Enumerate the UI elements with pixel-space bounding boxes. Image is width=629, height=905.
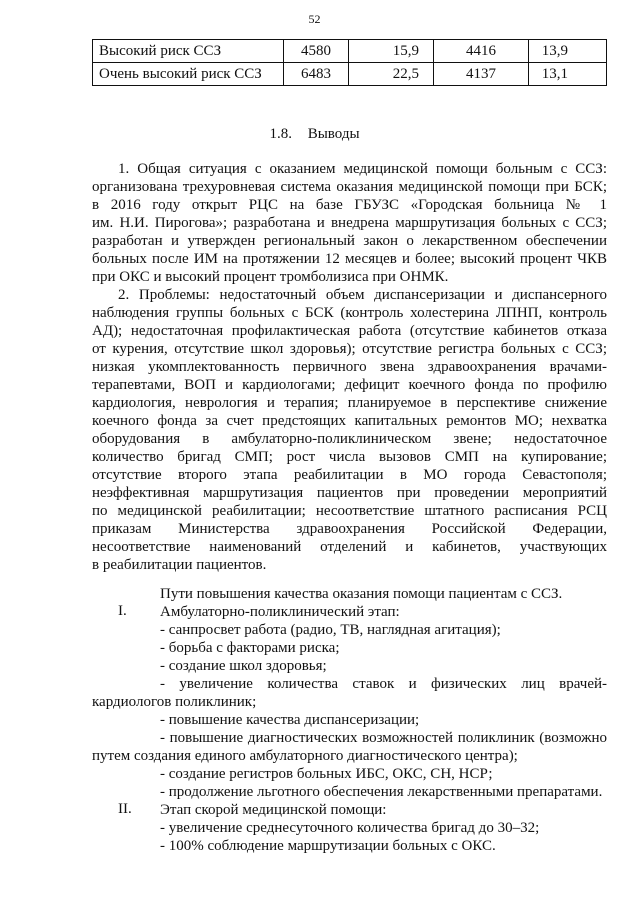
list-item: - продолжение льготного обеспечения лекарственными препаратами. xyxy=(160,784,603,800)
stage-1-title: Амбулаторно-поликлинический этап: xyxy=(160,604,400,620)
list-item: - увеличение среднесуточного количества бригад до 30–32; xyxy=(160,820,540,836)
list-item: - 100% соблюдение маршрутизации больных с ОКС. xyxy=(160,838,496,854)
list-item: путем создания единого амбулаторного диагностического центра); xyxy=(92,748,518,764)
table-cell: 4580 xyxy=(284,40,349,63)
statistics-table xyxy=(92,39,607,86)
table-cell: 15,9 xyxy=(349,40,434,63)
section-heading xyxy=(0,126,629,143)
paragraph-2-line: терапевтами, ВОП и кардиологами; дефицит коечного фонда по профилю xyxy=(92,377,607,393)
stage-2-title: Этап скорой медицинской помощи: xyxy=(160,802,387,818)
table-cell: 6483 xyxy=(284,63,349,86)
list-item: - борьба с факторами риска; xyxy=(160,640,340,656)
table-cell: Очень высокий риск ССЗ xyxy=(93,63,284,86)
paragraph-1-line: организована трехуровневая система оказания медицинской помощи при БСК; xyxy=(92,179,607,195)
list-item: кардиологов поликлиник; xyxy=(92,694,257,710)
stage-2-marker: II. xyxy=(118,801,132,817)
list-item: - повышение качества диспансеризации; xyxy=(160,712,420,728)
page-number: 52 xyxy=(308,12,321,26)
stage-1-marker: I. xyxy=(118,603,127,619)
paragraph-2-line: приказам Министерства здравоохранения Российской Федерации, xyxy=(92,521,607,537)
paragraph-2-line: 2. Проблемы: недостаточный объем диспансеризации и диспансерного xyxy=(118,287,607,303)
paragraph-2-line: отсутствие второго этапа реабилитации в МО города Севастополя; xyxy=(92,467,607,483)
table-cell: 22,5 xyxy=(349,63,434,86)
list-item: - санпросвет работа (радио, ТВ, наглядная агитация); xyxy=(160,622,501,638)
paragraph-1-line: разработан и утвержден региональный закон о лекарственном обеспечении xyxy=(92,233,607,249)
table-cell: 4137 xyxy=(434,63,529,86)
paragraph-1-line: больных после ИМ на протяжении 12 месяцев и более; высокий процент ЧКВ xyxy=(92,251,607,267)
list-item: - повышение диагностических возможностей поликлиник (возможно xyxy=(160,730,607,746)
paragraph-2-line: кардиология, неврология и терапия; планируемое в перспективе снижение xyxy=(92,395,607,411)
paragraph-2-line: несоответствие наименований отделений и кабинетов, участвующих xyxy=(92,539,607,555)
paragraph-2-line: от курения, отсутствие школ здоровья); отсутствие регистра больных с ССЗ; xyxy=(92,341,607,357)
table-cell: 4416 xyxy=(434,40,529,63)
paragraph-2-line: коечного фонда за счет предстоящих капитальных ремонтов МО; нехватка xyxy=(92,413,607,429)
table-cell: 13,1 xyxy=(529,63,607,86)
paragraph-2-line: в реабилитации пациентов. xyxy=(92,557,267,573)
table-cell: Высокий риск ССЗ xyxy=(93,40,284,63)
paragraph-2-line: наблюдения группы больных с БСК (контроль холестерина ЛПНП, контроль xyxy=(92,305,607,321)
list-item: - создание школ здоровья; xyxy=(160,658,327,674)
paragraph-1-line: им. Н.И. Пирогова»; разработана и внедрена маршрутизация больных с ССЗ; xyxy=(92,215,607,231)
paragraph-1-line: в 2016 году открыт РЦС на базе ГБУЗС «Городская больница № 1 xyxy=(92,197,607,213)
table-row xyxy=(93,40,607,63)
paragraph-2-line: АД); недостаточная профилактическая работа (отсутствие кабинетов отказа xyxy=(92,323,607,339)
paragraph-1-line: при ОКС и высокий процент тромболизиса при ОНМК. xyxy=(92,269,449,285)
paragraph-2-line: оборудования в амбулаторно-поликлиническом звене; недостаточное xyxy=(92,431,607,447)
table-cell: 13,9 xyxy=(529,40,607,63)
section-title: Выводы xyxy=(307,126,360,142)
paragraph-2-line: по медицинской реабилитации; несоответствие штатного расписания РСЦ xyxy=(92,503,607,519)
paragraph-2-line: количество бригад СМП; рост числа вызовов СМП на купирование; xyxy=(92,449,607,465)
table-row xyxy=(93,63,607,86)
section-number: 1.8. xyxy=(269,126,292,142)
paragraph-2-line: неэффективная маршрутизация пациентов при проведении мероприятий xyxy=(92,485,607,501)
list-item: - создание регистров больных ИБС, ОКС, СН, НСР; xyxy=(160,766,493,782)
paragraph-1-line: 1. Общая ситуация с оказанием медицинской помощи больным с ССЗ: xyxy=(118,161,607,177)
ways-title: Пути повышения качества оказания помощи пациентам с ССЗ. xyxy=(160,586,563,602)
paragraph-2-line: низкая укомплектованность первичного звена здравоохранения врачами- xyxy=(92,359,607,375)
list-item: - увеличение количества ставок и физических лиц врачей- xyxy=(160,676,607,692)
